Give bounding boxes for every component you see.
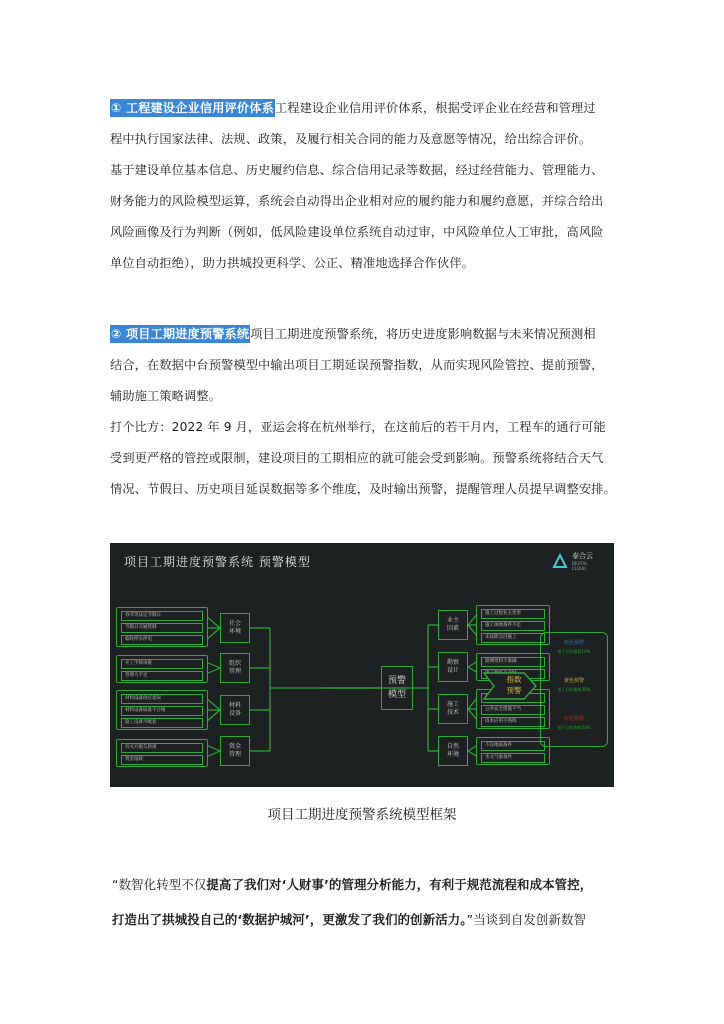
factor-item: 施工设备不配套 — [121, 718, 203, 728]
warning-levels-panel — [540, 632, 608, 747]
node-survey: 勘察 设计 — [438, 652, 468, 682]
section-heading-highlight: ① 工程建设企业信用评价体系 — [111, 101, 274, 115]
warning-level-desc: 低于目标指数10% — [557, 649, 591, 654]
section-schedule-warning — [110, 319, 620, 505]
node-funds: 资金 管理 — [220, 736, 250, 766]
quote-line: “数智化转型不仅提高了我们对‘人财事’的管理分析能力，有利于规范流程和成本管控， — [112, 877, 593, 892]
warning-model-diagram — [110, 543, 614, 787]
paragraph-line: 财务能力的风险模型运算，系统会自动得出企业相对应的履约能力和履约意愿，并综合给出 — [110, 194, 604, 208]
paragraph-line: ② 项目工期进度预警系统项目工期进度预警系统，将历史进度影响数据与未来情况预测相 — [111, 327, 596, 341]
factor-item: 公共安全措施不当 — [481, 705, 545, 715]
factor-item: 施工场地条件不足 — [481, 621, 545, 631]
factor-item: 技术应用不熟练 — [481, 717, 545, 727]
factor-item: 勘测资料不准确 — [481, 657, 545, 667]
company-logo: 泰合云 DIGITAL CLOUD — [550, 549, 598, 575]
index-warning-label: 指数 预警 — [506, 675, 522, 695]
paragraph-line: 风险画像及行为判断（例如，低风险建设单位系统自动过审，中风险单位人工审批，高风险 — [110, 225, 604, 239]
warning-level-desc: 低于目标指数30% — [557, 687, 591, 692]
warning-level-red: 红色预警 — [563, 716, 584, 722]
node-organization: 组织 管理 — [220, 653, 250, 683]
factor-item: 材料设备质量不合格 — [121, 706, 203, 716]
factor-group-nature — [476, 737, 550, 765]
factor-item: 开工手续审批 — [121, 659, 203, 669]
node-owner: 业主 因素 — [438, 610, 468, 640]
section-credit-evaluation — [110, 93, 620, 279]
paragraph-line: 情况、节假日、历史项目延误数据等多个维度，及时输出预警，提醒管理人员提早调整安排。 — [110, 482, 616, 496]
paragraph-line: 辅助施工策略调整。 — [110, 389, 222, 403]
quote-paragraph — [112, 869, 622, 935]
factor-item: 节假日交通管制 — [121, 623, 203, 633]
factor-group-owner — [476, 605, 550, 645]
factor-item: 未按期交付施工 — [481, 633, 545, 643]
factor-item: 资金短缺 — [121, 755, 203, 765]
node-nature: 自然 环境 — [438, 736, 468, 766]
factor-group-funds — [116, 739, 208, 767]
factor-item: 不良地质条件 — [481, 741, 545, 751]
factor-item: 有关方拖欠款项 — [121, 743, 203, 753]
factor-item: 临时停水停电 — [121, 635, 203, 645]
factor-item: 水文气象条件 — [481, 753, 545, 763]
diagram-title: 项目工期进度预警系统 预警模型 — [124, 555, 311, 569]
paragraph-line: 受到更严格的管控或限制，建设项目的工期相应的就可能会受到影响。预警系统将结合天气 — [110, 451, 604, 465]
factor-item: 材料设备供应延误 — [121, 694, 203, 704]
warning-level-yellow: 黄色预警 — [563, 678, 584, 684]
paragraph-line: 基于建设单位基本信息、历史履约信息、综合信用记录等数据，经过经营能力、管理能力、 — [110, 163, 604, 177]
factor-item: 施工过程业主变更 — [481, 609, 545, 619]
factor-group-organization — [116, 655, 208, 683]
factor-item: 春节等法定节假日 — [121, 611, 203, 621]
factor-item: 管理力不足 — [121, 671, 203, 681]
node-social: 社会 环境 — [220, 613, 250, 643]
paragraph-line: 程中执行国家法律、法规、政策，及履行相关合同的能力及意愿等情况，给出综合评价。 — [110, 132, 592, 146]
section-heading-highlight: ② 项目工期进度预警系统 — [111, 327, 250, 341]
warning-level-blue: 蓝色预警 — [563, 640, 584, 646]
factor-group-materials — [116, 690, 208, 730]
figure-caption: 项目工期进度预警系统模型框架 — [267, 807, 457, 823]
factor-group-social — [116, 607, 208, 647]
paragraph-line: 结合，在数据中台预警模型中输出项目工期延误预警指数，从而实现风险管控、提前预警， — [110, 358, 604, 372]
quote-line: 打造出了拱城投自己的‘数据护城河’，更激发了我们的创新活力。”当谈到自发创新数智 — [112, 912, 587, 927]
paragraph-line: 打个比方：2022 年 9 月，亚运会将在杭州举行，在这前后的若干月内，工程车的通行可能 — [110, 420, 606, 434]
node-technology: 施工 技术 — [438, 694, 468, 724]
warning-model-node: 预警 模型 — [381, 666, 413, 710]
warning-level-desc: 低于目标指数50% — [557, 725, 591, 730]
node-materials: 材料 设备 — [220, 695, 250, 725]
paragraph-line: 单位自动拒绝），助力拱城投更科学、公正、精准地选择合作伙伴。 — [110, 256, 475, 270]
paragraph-line: ① 工程建设企业信用评价体系工程建设企业信用评价体系，根据受评企业在经营和管理过 — [111, 101, 596, 115]
